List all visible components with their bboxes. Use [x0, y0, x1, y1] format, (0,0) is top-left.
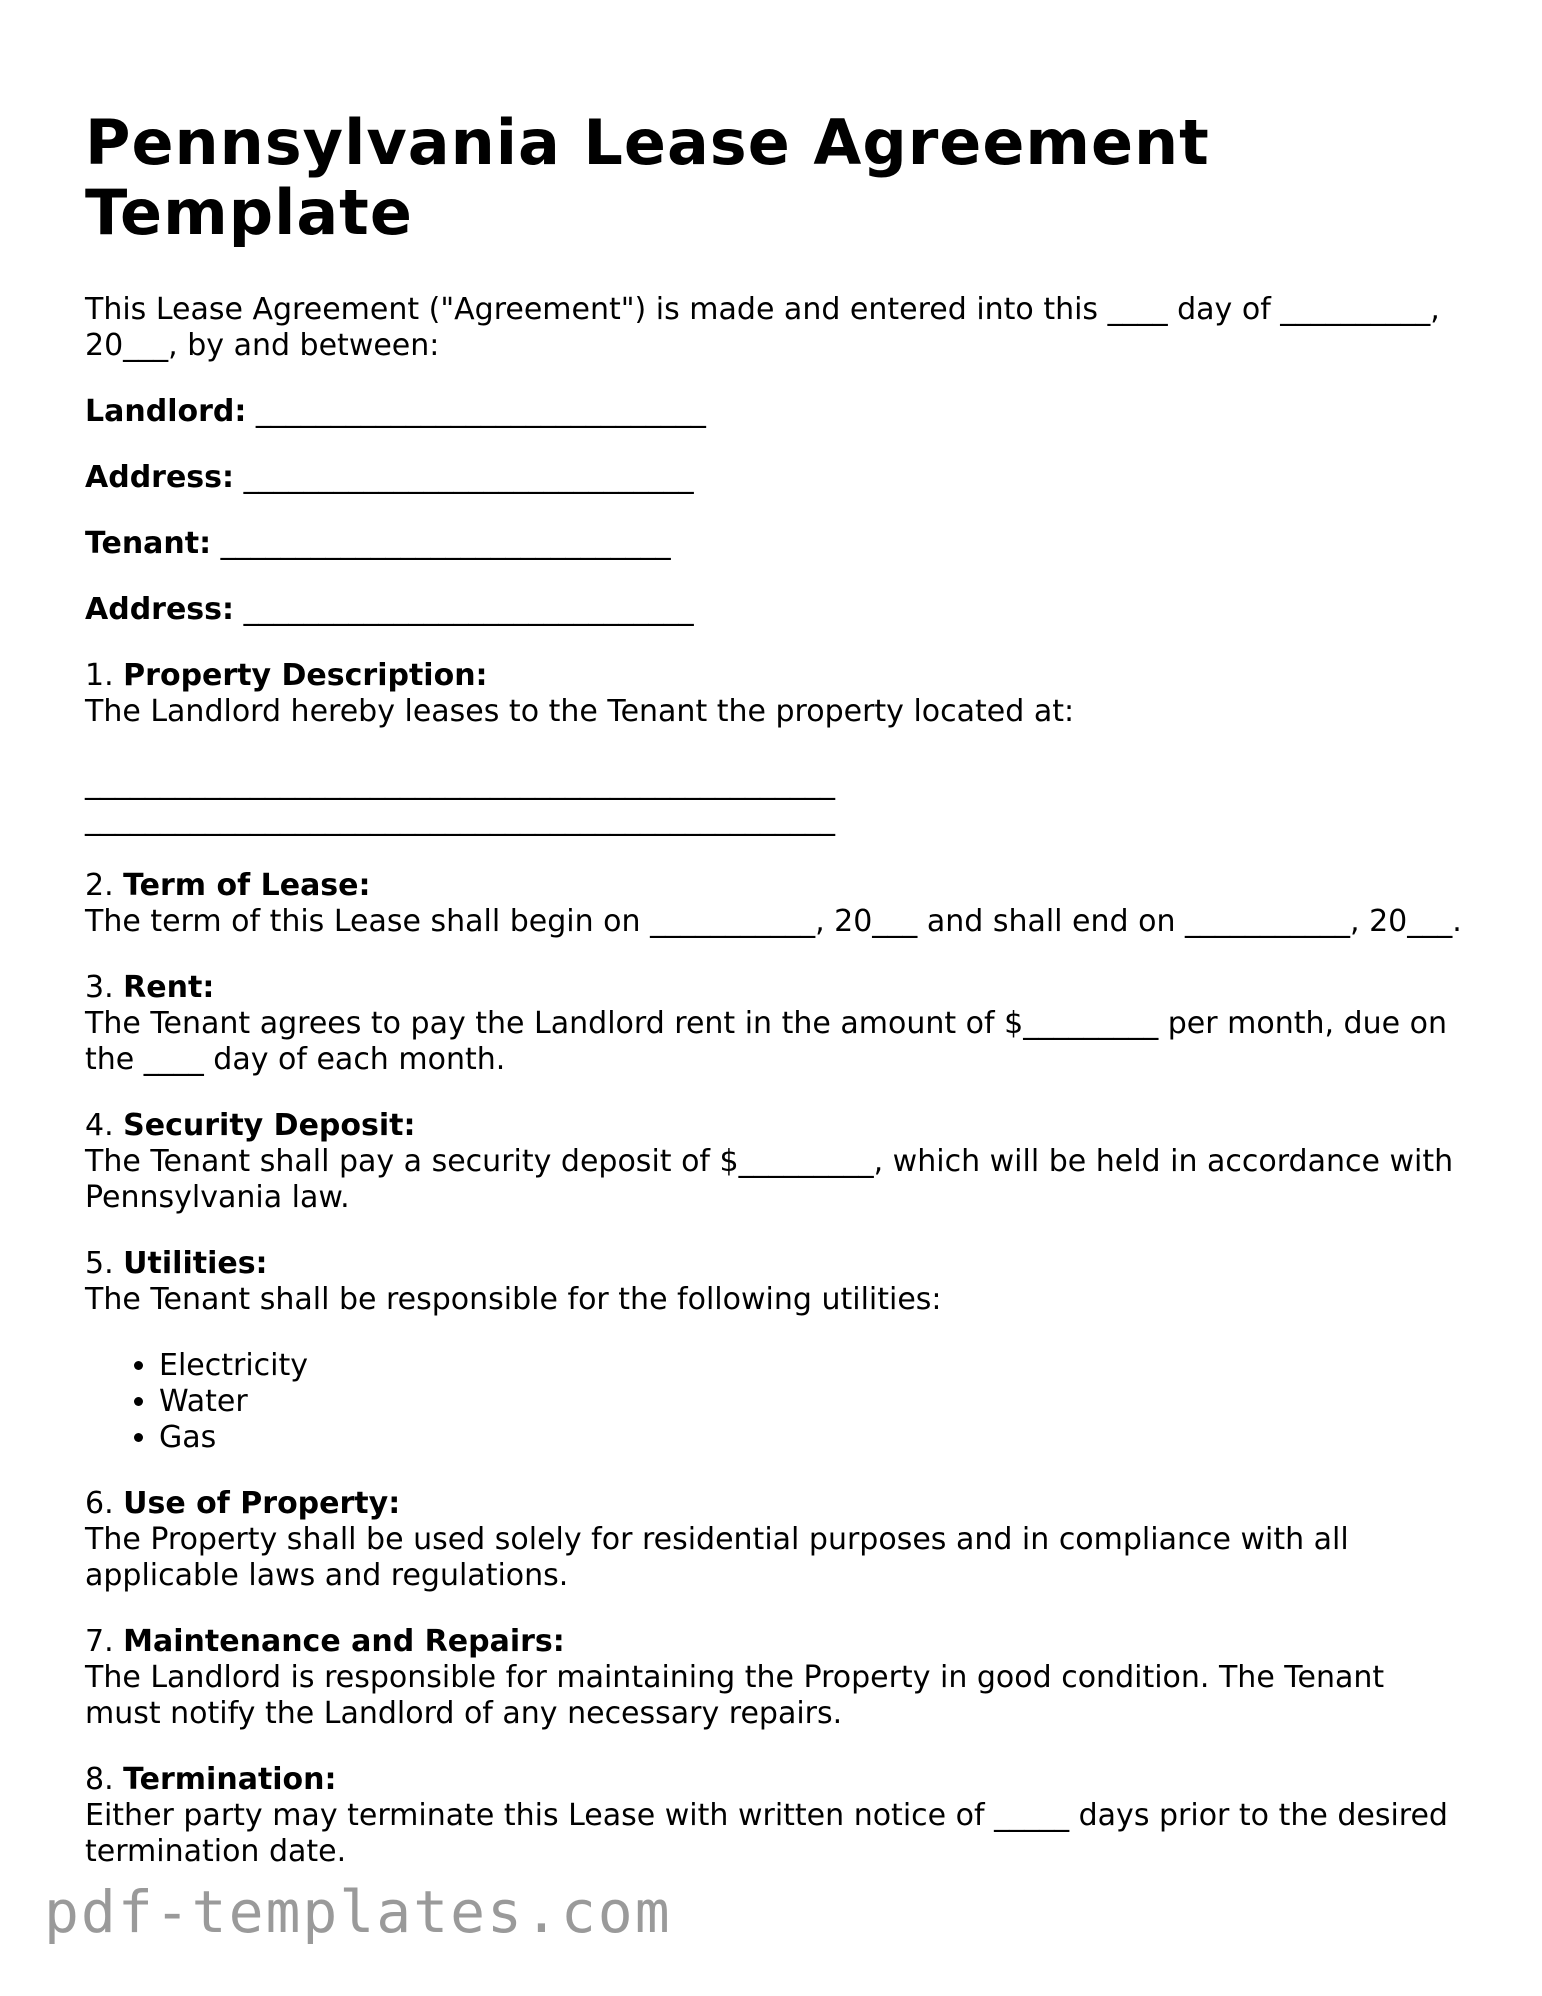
list-item: • Gas: [159, 1420, 1465, 1456]
section-text: The Tenant agrees to pay the Landlord rent in the amount of $_________ per month, due on the ____ day of each month.: [85, 1006, 1447, 1077]
list-item: • Electricity: [159, 1348, 1465, 1384]
landlord-blank: ______________________________: [255, 394, 706, 429]
section-number: 2.: [85, 868, 114, 903]
section-number: 6.: [85, 1486, 114, 1521]
section-property-description: [85, 658, 1465, 838]
section-title: Utilities:: [123, 1246, 268, 1281]
section-title: Use of Property:: [123, 1486, 401, 1521]
section-heading: [85, 1108, 1465, 1144]
landlord-address-blank: ______________________________: [243, 460, 694, 495]
tenant-line: [85, 526, 1465, 562]
landlord-address-label: Address:: [85, 460, 235, 495]
section-number: 4.: [85, 1108, 114, 1143]
document-page: [85, 108, 1465, 1870]
section-security-deposit: [85, 1108, 1465, 1216]
section-text: Either party may terminate this Lease with written notice of _____ days prior to the desired termination date.: [85, 1798, 1448, 1869]
section-text: The Tenant shall pay a security deposit of $_________, which will be held in accordance with Pennsylvania law.: [85, 1144, 1454, 1215]
watermark: pdf-templates.com: [44, 1878, 672, 1946]
intro-paragraph: This Lease Agreement ("Agreement") is made and entered into this ____ day of __________, 20___, by and between:: [85, 292, 1440, 363]
section-heading: [85, 1762, 1465, 1798]
section-heading: [85, 1624, 1465, 1660]
section-rent: [85, 970, 1465, 1078]
section-title: Rent:: [123, 970, 215, 1005]
section-number: 3.: [85, 970, 114, 1005]
address-blank-lines: [85, 766, 1465, 838]
section-text: The Tenant shall be responsible for the following utilities:: [85, 1282, 942, 1317]
section-text: The Landlord is responsible for maintaining the Property in good condition. The Tenant must notify the Landlord of any necessary repairs.: [85, 1660, 1385, 1731]
section-maintenance-repairs: [85, 1624, 1465, 1732]
section-utilities: [85, 1246, 1465, 1456]
list-item: • Water: [159, 1384, 1465, 1420]
section-heading: [85, 1246, 1465, 1282]
section-heading: [85, 658, 1465, 694]
landlord-label: Landlord:: [85, 394, 247, 429]
landlord-address-line: [85, 460, 1465, 496]
section-termination: [85, 1762, 1465, 1870]
section-heading: [85, 1486, 1465, 1522]
section-number: 8.: [85, 1762, 114, 1797]
section-text: The Property shall be used solely for residential purposes and in compliance with all applicable laws and regulations.: [85, 1522, 1349, 1593]
utilities-list: [85, 1348, 1465, 1456]
tenant-address-label: Address:: [85, 592, 235, 627]
section-title: Property Description:: [123, 658, 488, 693]
tenant-address-blank: ______________________________: [243, 592, 694, 627]
section-number: 7.: [85, 1624, 114, 1659]
section-number: 1.: [85, 658, 114, 693]
section-text: The Landlord hereby leases to the Tenant the property located at:: [85, 694, 1075, 729]
section-term-of-lease: [85, 868, 1465, 940]
section-heading: [85, 970, 1465, 1006]
tenant-label: Tenant:: [85, 526, 212, 561]
section-text: The term of this Lease shall begin on ___________, 20___ and shall end on ___________, 20___.: [85, 904, 1462, 939]
section-title: Security Deposit:: [123, 1108, 416, 1143]
section-title: Term of Lease:: [123, 868, 371, 903]
tenant-blank: ______________________________: [220, 526, 671, 561]
section-title: Maintenance and Repairs:: [123, 1624, 565, 1659]
address-blank-1: __________________________________________________: [85, 766, 835, 801]
landlord-line: [85, 394, 1465, 430]
page-title: Pennsylvania Lease Agreement Template: [85, 106, 1210, 249]
address-blank-2: __________________________________________________: [85, 802, 835, 837]
section-heading: [85, 868, 1465, 904]
section-use-of-property: [85, 1486, 1465, 1594]
section-title: Termination:: [123, 1762, 337, 1797]
section-number: 5.: [85, 1246, 114, 1281]
tenant-address-line: [85, 592, 1465, 628]
